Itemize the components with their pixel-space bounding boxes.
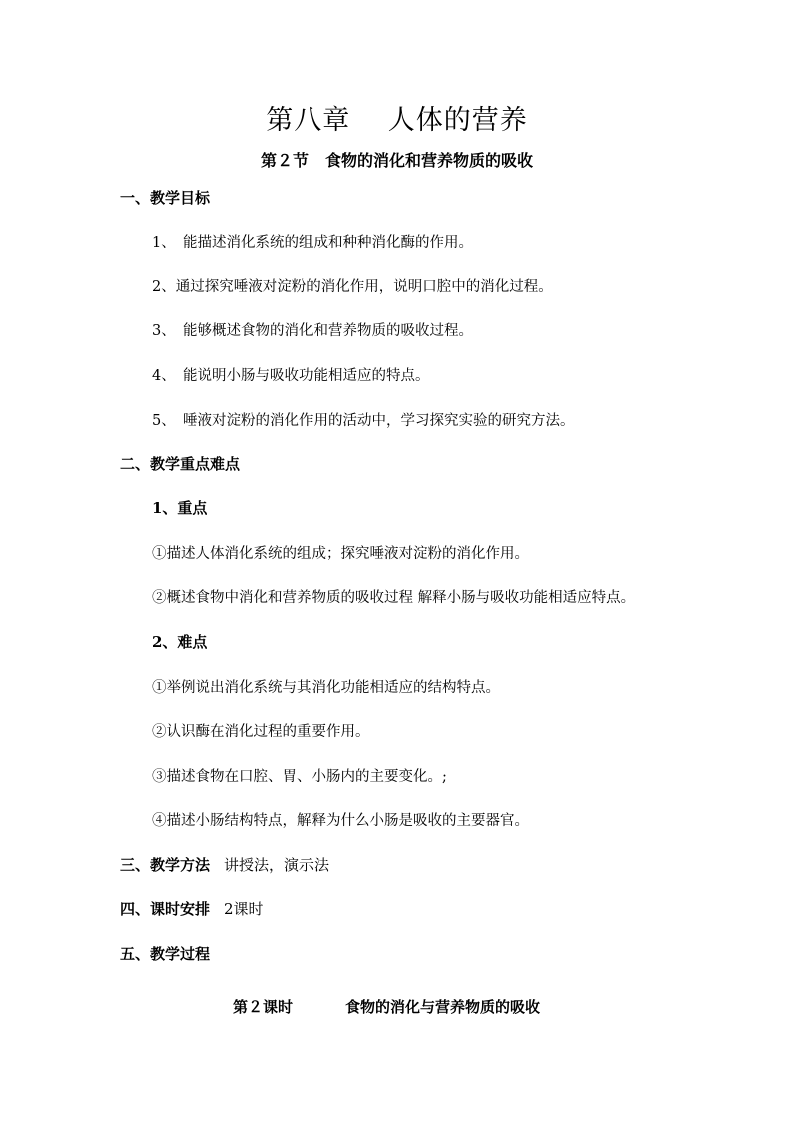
process-heading: 五、教学过程 [120,945,211,963]
key-points-heading: 二、教学重点难点 [120,455,241,473]
objectives-heading: 一、教学目标 [120,189,211,207]
objective-item: 4、 能说明小肠与吸收功能相适应的特点。 [152,368,430,384]
difficulty-label: 2、难点 [152,633,208,651]
schedule-value: 2课时 [224,900,264,918]
difficulty-item: ④描述小肠结构特点，解释为什么小肠是吸收的主要器官。 [152,813,529,829]
focus-label: 1、重点 [152,499,208,517]
objective-item: 5、 唾液对淀粉的消化作用的活动中，学习探究实验的研究方法。 [152,413,575,429]
lesson-title-row [233,996,540,1017]
method-heading: 三、教学方法 [120,856,211,874]
focus-item: ①描述人体消化系统的组成；探究唾液对淀粉的消化作用。 [152,546,529,562]
objective-item: 3、 能够概述食物的消化和营养物质的吸收过程。 [152,323,473,339]
focus-item: ②概述食物中消化和营养物质的吸收过程 解释小肠与吸收功能相适应特点。 [152,590,636,606]
lesson-title: 食物的消化与营养物质的吸收 [345,998,541,1016]
section-title: 第２节 食物的消化和营养物质的吸收 [260,151,533,170]
method-row [120,854,329,875]
objective-item: 2、通过探究唾液对淀粉的消化作用，说明口腔中的消化过程。 [152,279,553,295]
schedule-heading: 四、课时安排 [120,900,211,918]
method-value: 讲授法，演示法 [224,856,330,874]
objective-item: 1、 能描述消化系统的组成和种种消化酶的作用。 [152,235,473,251]
lesson-label: 第２课时 [233,998,294,1016]
schedule-row [120,898,264,919]
difficulty-item: ③描述食物在口腔、胃、小肠内的主要变化。; [152,769,447,785]
difficulty-item: ①举例说出消化系统与其消化功能相适应的结构特点。 [152,680,500,696]
difficulty-item: ②认识酶在消化过程的重要作用。 [152,724,370,740]
chapter-title: 第八章 人体的营养 [266,105,528,136]
